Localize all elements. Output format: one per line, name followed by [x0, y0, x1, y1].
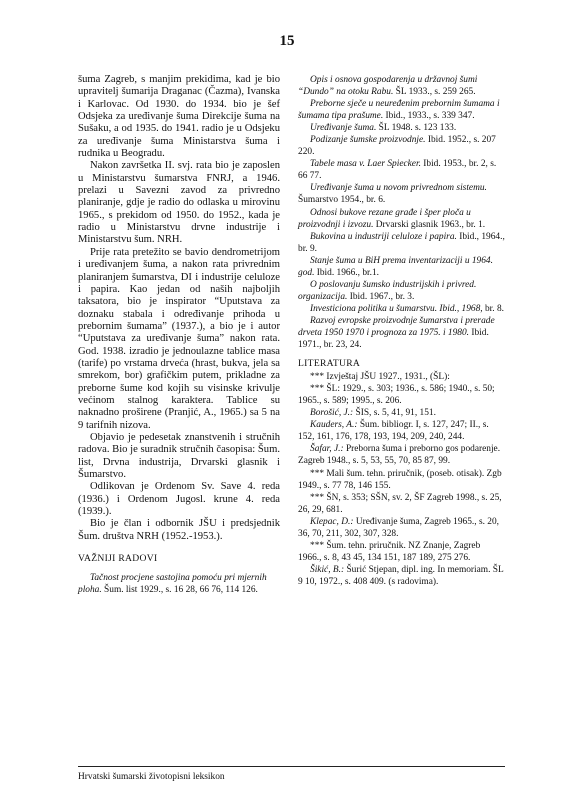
section-title-literature: LITERATURA	[298, 358, 361, 370]
work-source: br. 8.	[482, 303, 504, 314]
work-entry	[298, 303, 505, 315]
work-entry	[298, 74, 505, 98]
biography-paragraph: Nakon završetka II. svj. rata bio je zaposlen u Ministarstvu šumarstva FNRJ, a 1946. prelazi u Savezni zavod za privredno planiranje, gdje je radio do odlaska u mirovinu 1965., s prekidom od 1950. do 1952., kada je radio u Ministarstvu drvne industrije i Ministarstvu šum. NRH.	[78, 160, 280, 246]
literature-author: *** Izvještaj JŠU 1927., 1931., (ŠL):	[310, 372, 450, 383]
literature-entry	[298, 540, 505, 564]
work-title: O poslovanju šumsko industrijskih i privred. organizacija.	[298, 279, 477, 302]
literature-author: *** Šum. tehn. priručnik. NZ Znanje, Zagreb 1966., s. 8, 43 45, 134 151, 187 189, 275 276.	[298, 540, 481, 563]
work-title: Podizanje šumske proizvodnje.	[310, 135, 426, 146]
work-title: Razvoj evropske proizvodnje šumarstva i prerade drveta 1950 1970 i prognoza za 1975. i 1980.	[298, 315, 495, 338]
section-title-works: VAŽNIJI RADOVI	[78, 553, 158, 565]
work-source: Ibid. 1953., br. 2, s. 66 77.	[298, 159, 497, 182]
work-entry	[298, 231, 505, 255]
work-title: Uređivanje šuma u novom privrednom sistemu.	[310, 183, 487, 194]
work-source: ŠL 1948. s. 123 133.	[376, 123, 457, 134]
literature-source: Šum. bibliogr. I, s. 127, 247; II., s. 152, 161, 176, 178, 193, 194, 209, 240, 244.	[298, 420, 489, 443]
work-title: Investiciona politika u šumarstvu. Ibid., 1968,	[310, 303, 483, 314]
literature-list	[298, 371, 505, 588]
work-source: Šum. list 1929., s. 16 28, 66 76, 114 126.	[101, 585, 258, 596]
literature-source: ŠIS, s. 5, 41, 91, 151.	[353, 408, 436, 419]
work-source: Ibid. 1971., br. 23, 24.	[298, 327, 489, 351]
literature-author: Klepac, D.:	[310, 516, 354, 527]
literature-author: *** ŠN, s. 353; SŠN, sv. 2, ŠF Zagreb 1998., s. 25, 26, 29, 681.	[298, 492, 502, 515]
literature-entry	[298, 468, 505, 492]
biography-paragraph: šuma Zagreb, s manjim prekidima, kad je bio upravitelj šumarija Draganac (Čazma), Ivanska i Karlovac. Od 1930. do 1934. bio je šef Odsjeka za uređivanje šuma Direkcije šuma na Sušaku, a od 1935. do 1941. radio je u Odsjeku za uređivanje šuma Ministarstva šuma i rudnika u Beogradu.	[78, 74, 280, 160]
work-source: Ibid. 1966., br.1.	[314, 267, 379, 278]
work-source: ŠL 1933., s. 259 265.	[393, 87, 476, 98]
work-title: Opis i osnova gospodarenja u državnoj šumi “Dundo” na otoku Rabu.	[298, 75, 478, 98]
footer-text: Hrvatski šumarski životopisni leksikon	[78, 772, 225, 782]
footer-rule	[78, 766, 505, 767]
works-list	[298, 74, 505, 351]
work-source: Šumarstvo 1954., br. 6.	[298, 195, 386, 206]
literature-author: *** ŠL: 1929., s. 303; 1936., s. 586; 1940., s. 50; 1965., s. 589; 1995., s. 206.	[298, 384, 495, 407]
literature-entry	[298, 383, 505, 407]
biography-paragraph: Odlikovan je Ordenom Sv. Save 4. reda (1936.) i Ordenom Jugosl. krune 4. reda (1939.).	[78, 481, 280, 518]
work-source: Ibid., 1933., s. 339 347.	[383, 111, 475, 122]
work-source: Ibid. 1952., s. 207 220.	[298, 135, 496, 158]
work-entry	[298, 134, 505, 158]
literature-author: Šikić, B.:	[310, 564, 345, 575]
work-entry	[78, 572, 280, 596]
work-entry	[298, 279, 505, 303]
literature-entry	[298, 443, 505, 467]
work-entry	[298, 255, 505, 279]
work-title: Uređivanje šuma.	[310, 123, 377, 134]
work-title: Bukovina u industriji celuloze i papira.	[310, 231, 457, 242]
work-entry	[298, 158, 505, 182]
literature-source: Preborna šuma i preborno gos podarenje. Zagreb 1948., s. 5, 53, 55, 70, 85 87, 99.	[298, 444, 501, 467]
literature-author: *** Mali šum. tehn. priručnik, (poseb. otisak). Zgb 1949., s. 77 78, 146 155.	[298, 468, 502, 491]
work-title: Tabele masa v. Laer Spiecker.	[310, 159, 421, 170]
work-title: Preborne sječe u neuređenim prebornim šumama i šumama tipa prašume.	[298, 99, 500, 122]
biography-paragraph: Bio je član i odbornik JŠU i predsjednik Šum. društva NRH (1952.-1953.).	[78, 518, 280, 542]
biography-paragraph: Prije rata pretežito se bavio dendrometrijom i uređivanjem šuma, a nakon rata privrednim planiranjem šumarstva, DI i industrije celuloze i papira. Kao jedan od naših najboljih taksatora, bio je inspirator “Uputstava za doznaku stabala i određivanje prihoda u prebornim šumama” (1937.), a bio je i autor “Uputstava za uređivanje šuma” nakon rata. God. 1938. izradio je jednoulazne tablice masa (tarife) po vrstama drveća (hrast, bukva, jela sa smrekom, bor) grafičkim putem, prikladne za preborne šume kod kojih su visinske krivulje većinom stalnog karaktera. Tablice su naknadno proširene (Pranjić, A., 1965.) sa 5 na 9 tarifnih nizova.	[78, 246, 280, 431]
literature-author: Kauders, A.:	[310, 420, 358, 431]
page-number: 15	[279, 33, 295, 49]
literature-entry	[298, 407, 505, 419]
literature-entry	[298, 492, 505, 516]
literature-entry	[298, 516, 505, 540]
work-entry	[298, 122, 505, 134]
literature-entry	[298, 564, 505, 588]
work-title: Odnosi bukove rezane građe i šper ploča u proizvodnji i izvozu.	[298, 207, 471, 230]
literature-source: Uređivanje šuma, Zagreb 1965., s. 20, 36, 70, 211, 302, 307, 328.	[298, 516, 500, 539]
work-entry	[298, 207, 505, 231]
work-source: Drvarski glasnik 1963., br. 1.	[373, 219, 486, 230]
work-source: Ibid., 1964., br. 9.	[298, 231, 505, 254]
work-entry	[298, 182, 505, 206]
work-entry	[298, 315, 505, 351]
literature-entry	[298, 371, 505, 383]
literature-source: Šurić Stjepan, dipl. ing. In memoriam. ŠL 9 10, 1972., s. 408 409. (s radovima).	[298, 564, 504, 587]
work-source: Ibid. 1967., br. 3.	[347, 291, 415, 302]
work-entry	[298, 98, 505, 122]
literature-entry	[298, 419, 505, 443]
literature-author: Šafar, J.:	[310, 444, 344, 455]
work-title: Stanje šuma u BiH prema inventarizaciji u 1964. god.	[298, 255, 493, 278]
work-title: Tačnost procjene sastojina pomoću pri mjernih ploha.	[78, 573, 267, 596]
right-column	[298, 74, 505, 588]
left-column	[78, 74, 280, 597]
biography-paragraph: Objavio je pedesetak znanstvenih i stručnih radova. Bio je suradnik stručnih časopisa: Šum. list, Drvna industrija, Drvarski glasnik i Šumarstvo.	[78, 431, 280, 480]
literature-author: Borošić, J.:	[310, 408, 354, 419]
